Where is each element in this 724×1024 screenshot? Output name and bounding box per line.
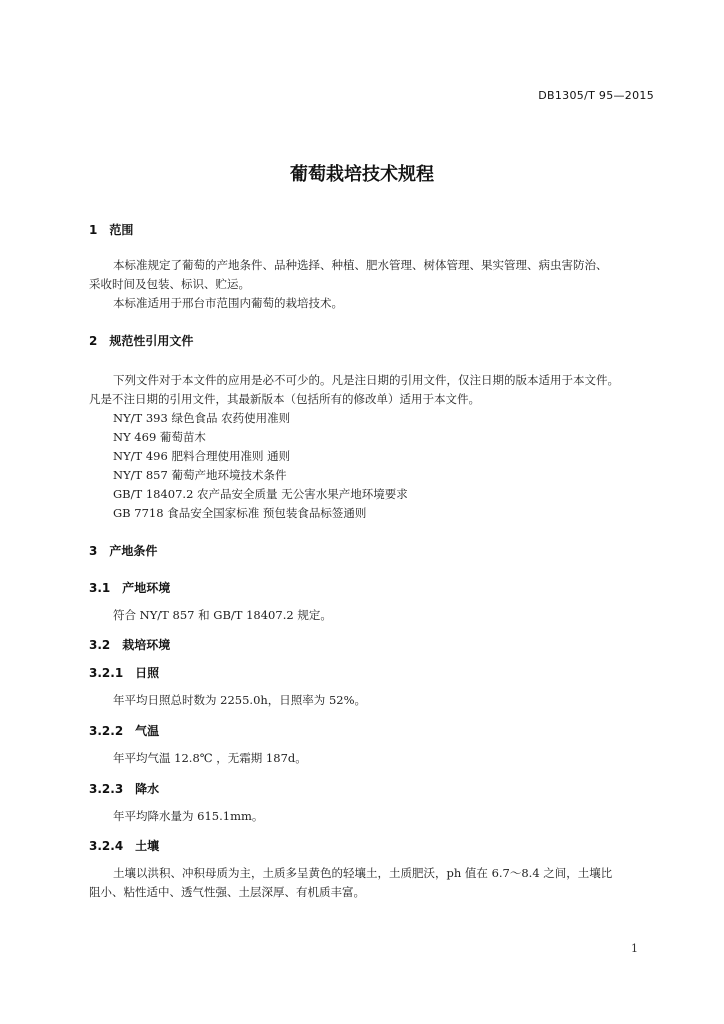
paragraph: 本标准规定了葡萄的产地条件、品种选择、种植、肥水管理、树体管理、果实管理、病虫害防治、	[113, 258, 608, 272]
subsection-heading-3-2-2	[89, 722, 159, 739]
paragraph: 年平均气温 12.8℃ ，无霜期 187d。	[113, 751, 307, 765]
section-title: 栽培环境	[122, 638, 171, 652]
section-number: 2	[89, 334, 98, 348]
subsection-heading-3-2	[89, 636, 170, 653]
section-title: 降水	[135, 782, 160, 796]
subsection-heading-3-2-4	[89, 837, 159, 854]
reference-item: GB 7718 食品安全国家标准 预包装食品标签通则	[113, 506, 367, 520]
section-title: 日照	[135, 666, 160, 680]
section-number: 3.2.4	[89, 839, 124, 853]
section-number: 3.2	[89, 638, 111, 652]
paragraph: 土壤以洪积、冲积母质为主，土质多呈黄色的轻壤土，土质肥沃，ph 值在 6.7～8.4 之间，土壤比	[113, 866, 613, 880]
section-number: 3.2.3	[89, 782, 124, 796]
paragraph: 下列文件对于本文件的应用是必不可少的。凡是注日期的引用文件，仅注日期的版本适用于本文件。	[113, 373, 619, 387]
section-number: 3.2.1	[89, 666, 124, 680]
section-title: 范围	[109, 223, 134, 237]
section-title: 气温	[135, 724, 160, 738]
subsection-heading-3-2-3	[89, 780, 159, 797]
section-heading-1	[89, 221, 133, 238]
page-number: 1	[631, 942, 638, 955]
paragraph: 凡是不注日期的引用文件，其最新版本（包括所有的修改单）适用于本文件。	[89, 392, 480, 406]
section-number: 3	[89, 544, 98, 558]
reference-item: NY/T 857 葡萄产地环境技术条件	[113, 468, 287, 482]
section-heading-3	[89, 542, 157, 559]
reference-item: NY/T 496 肥料合理使用准则 通则	[113, 449, 291, 463]
section-title: 产地条件	[109, 544, 158, 558]
subsection-heading-3-1	[89, 579, 170, 596]
paragraph: 采收时间及包装、标识、贮运。	[89, 277, 250, 291]
reference-item: NY 469 葡萄苗木	[113, 430, 206, 444]
section-number: 1	[89, 223, 98, 237]
section-title: 土壤	[135, 839, 160, 853]
paragraph: 本标准适用于邢台市范围内葡萄的栽培技术。	[113, 296, 343, 310]
document-title: 葡萄栽培技术规程	[290, 164, 434, 185]
subsection-heading-3-2-1	[89, 664, 159, 681]
reference-item: GB/T 18407.2 农产品安全质量 无公害水果产地环境要求	[113, 487, 408, 501]
reference-item: NY/T 393 绿色食品 农药使用准则	[113, 411, 291, 425]
standard-number: DB1305/T 95—2015	[538, 89, 654, 102]
section-heading-2	[89, 332, 193, 349]
section-title: 规范性引用文件	[109, 334, 194, 348]
section-title: 产地环境	[122, 581, 171, 595]
section-number: 3.1	[89, 581, 111, 595]
paragraph: 符合 NY/T 857 和 GB/T 18407.2 规定。	[113, 608, 332, 622]
paragraph: 年平均日照总时数为 2255.0h，日照率为 52%。	[113, 693, 367, 707]
section-number: 3.2.2	[89, 724, 124, 738]
paragraph: 阻小、粘性适中、透气性强、土层深厚、有机质丰富。	[89, 885, 365, 899]
paragraph: 年平均降水量为 615.1mm。	[113, 809, 264, 823]
